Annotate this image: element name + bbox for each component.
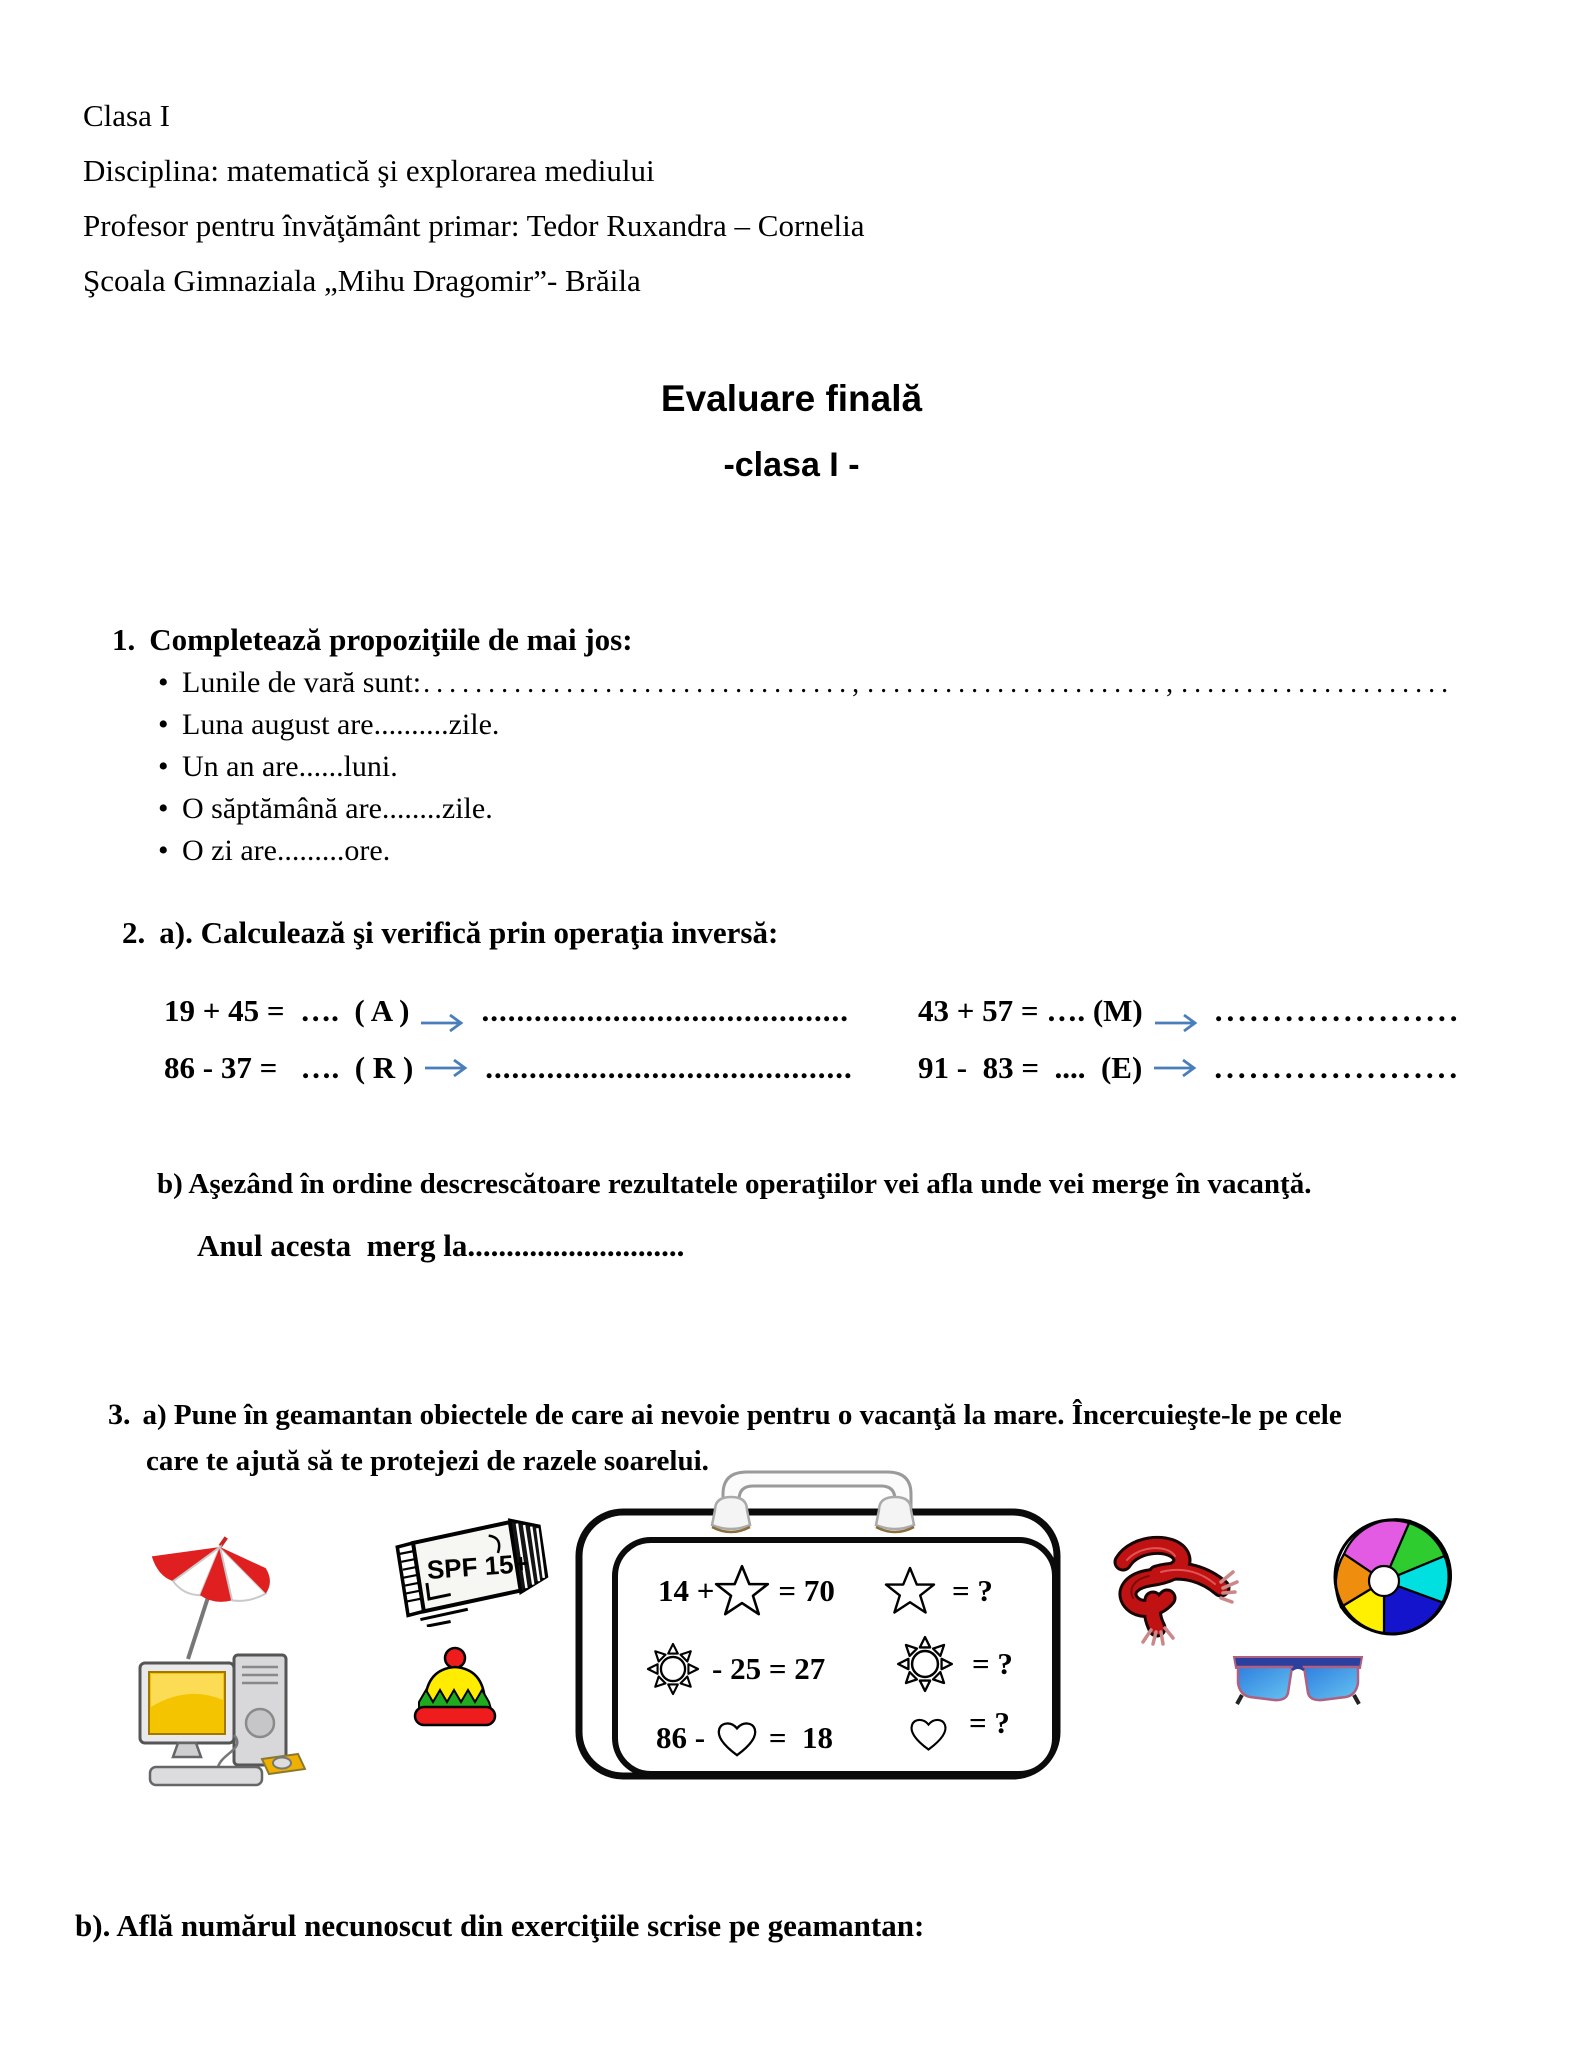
exercise3-heading-line2: care te ajută să te protejezi de razele soarelui.	[146, 1445, 709, 1477]
equation-a: 19 + 45 = …. ( A )	[164, 993, 410, 1028]
sunscreen-illustration	[385, 1512, 555, 1627]
sunglasses-illustration	[1228, 1645, 1368, 1707]
beach-ball-icon	[1330, 1515, 1455, 1640]
spf-label: SPF 15+	[425, 1547, 530, 1585]
equation-text: 14 +	[658, 1573, 715, 1608]
umbrella-computer-illustration	[122, 1535, 327, 1790]
bullet-icon: •	[158, 834, 169, 867]
dotted-blank: .......................,	[867, 668, 1180, 699]
header-school-line: Şcoala Gimnaziala „Mihu Dragomir”- Brăila	[83, 263, 641, 298]
list-item	[158, 750, 1454, 792]
exercise2b-heading: b) Aşezând în ordine descrescătoare rezultatele operaţiilor vei afla unde vei merge în vacanţă.	[157, 1168, 1312, 1200]
dotted-blank: ..........................................	[485, 1050, 853, 1085]
bullet-icon: •	[158, 792, 169, 825]
bullet-day-hours: O zi are.........ore.	[182, 834, 391, 867]
page-title: Evaluare finală	[660, 378, 923, 419]
bullet-icon: •	[158, 750, 169, 783]
dotted-blank: .................................,	[423, 668, 866, 699]
bullet-august-days: Luna august are..........zile.	[182, 708, 500, 741]
exercise3-heading-line1: a) Pune în geamantan obiectele de care ai nevoie pentru o vacanţă la mare. Încercuieşte-le pe cele	[142, 1399, 1342, 1431]
bullet-year-months: Un an are......luni.	[182, 750, 398, 783]
list-item	[158, 834, 1454, 876]
bullet-week-days: O săptămână are........zile.	[182, 792, 493, 825]
hat-illustration	[405, 1645, 505, 1727]
arrow-icon	[419, 1011, 467, 1035]
heart-icon	[906, 1641, 951, 1826]
document-header	[83, 88, 865, 308]
equation-text: = ?	[972, 1646, 1013, 1681]
dotted-blank: .....................	[1214, 1050, 1462, 1085]
exercise1-bullet-list	[158, 666, 1454, 876]
beach-umbrella-computer-icon	[122, 1535, 327, 1790]
equation-r: 86 - 37 = …. ( R )	[164, 1050, 414, 1085]
heart-icon	[713, 1644, 761, 1832]
list-item	[158, 792, 1454, 834]
equation-r-row	[164, 1050, 853, 1086]
dotted-blank: .....................	[1214, 993, 1462, 1028]
scarf-illustration	[1095, 1530, 1245, 1650]
exercise2-number: 2.	[122, 915, 146, 950]
beachball-illustration	[1330, 1515, 1455, 1640]
sunglasses-icon	[1228, 1645, 1368, 1707]
winter-hat-icon	[405, 1645, 505, 1727]
equation-m: 43 + 57 = …. (M)	[918, 993, 1143, 1028]
sunscreen-tube-icon	[385, 1512, 555, 1627]
page-subtitle: -clasa I -	[723, 446, 860, 484]
equation-a-row	[164, 993, 849, 1029]
header-discipline-line: Disciplina: matematică şi explorarea mediului	[83, 153, 655, 188]
list-item	[158, 708, 1454, 750]
arrow-icon	[1153, 1011, 1201, 1035]
equation-e: 91 - 83 = .... (E)	[918, 1050, 1143, 1085]
exercise2-heading-row	[122, 915, 778, 951]
arrow-icon	[423, 1056, 471, 1080]
exercise1-heading: Completează propoziţiile de mai jos:	[149, 622, 633, 657]
equation-text: = ?	[952, 1573, 993, 1608]
bullet-icon: •	[158, 708, 169, 741]
suitcase-answer-heart	[906, 1705, 1010, 1758]
equation-text: 86 -	[656, 1720, 713, 1755]
list-item	[158, 666, 1454, 708]
equation-e-row	[918, 1050, 1461, 1086]
header-teacher-line: Profesor pentru învăţământ primar: Tedor Ruxandra – Cornelia	[83, 208, 865, 243]
equation-text: = 70	[778, 1573, 835, 1608]
exercise1-heading-row	[112, 622, 633, 658]
bullet-label: Lunile de vară sunt:	[182, 666, 422, 699]
exercise2b-answer-line: Anul acesta merg la............................	[197, 1228, 685, 1263]
exercise3b-heading: b). Află numărul necunoscut din exerciţiile scrise pe geamantan:	[75, 1908, 925, 1943]
equation-text: - 25 = 27	[712, 1651, 826, 1686]
dotted-blank: ..........................................	[481, 993, 849, 1028]
suitcase-equation-heart	[656, 1712, 833, 1764]
dotted-blank: .....................	[1181, 668, 1455, 699]
exercise2-heading: a). Calculează şi verifică prin operaţia inversă:	[159, 915, 779, 950]
scarf-icon	[1095, 1530, 1245, 1650]
exercise3-number: 3.	[108, 1398, 131, 1431]
equation-m-row	[918, 993, 1462, 1029]
header-class-line: Clasa I	[83, 98, 170, 133]
bullet-icon: •	[158, 666, 169, 699]
equation-text: = 18	[768, 1720, 833, 1755]
equation-text: = ?	[969, 1705, 1010, 1740]
exercise1-number: 1.	[112, 622, 136, 657]
arrow-icon	[1152, 1056, 1200, 1080]
bullet-summer-months	[182, 666, 1454, 700]
